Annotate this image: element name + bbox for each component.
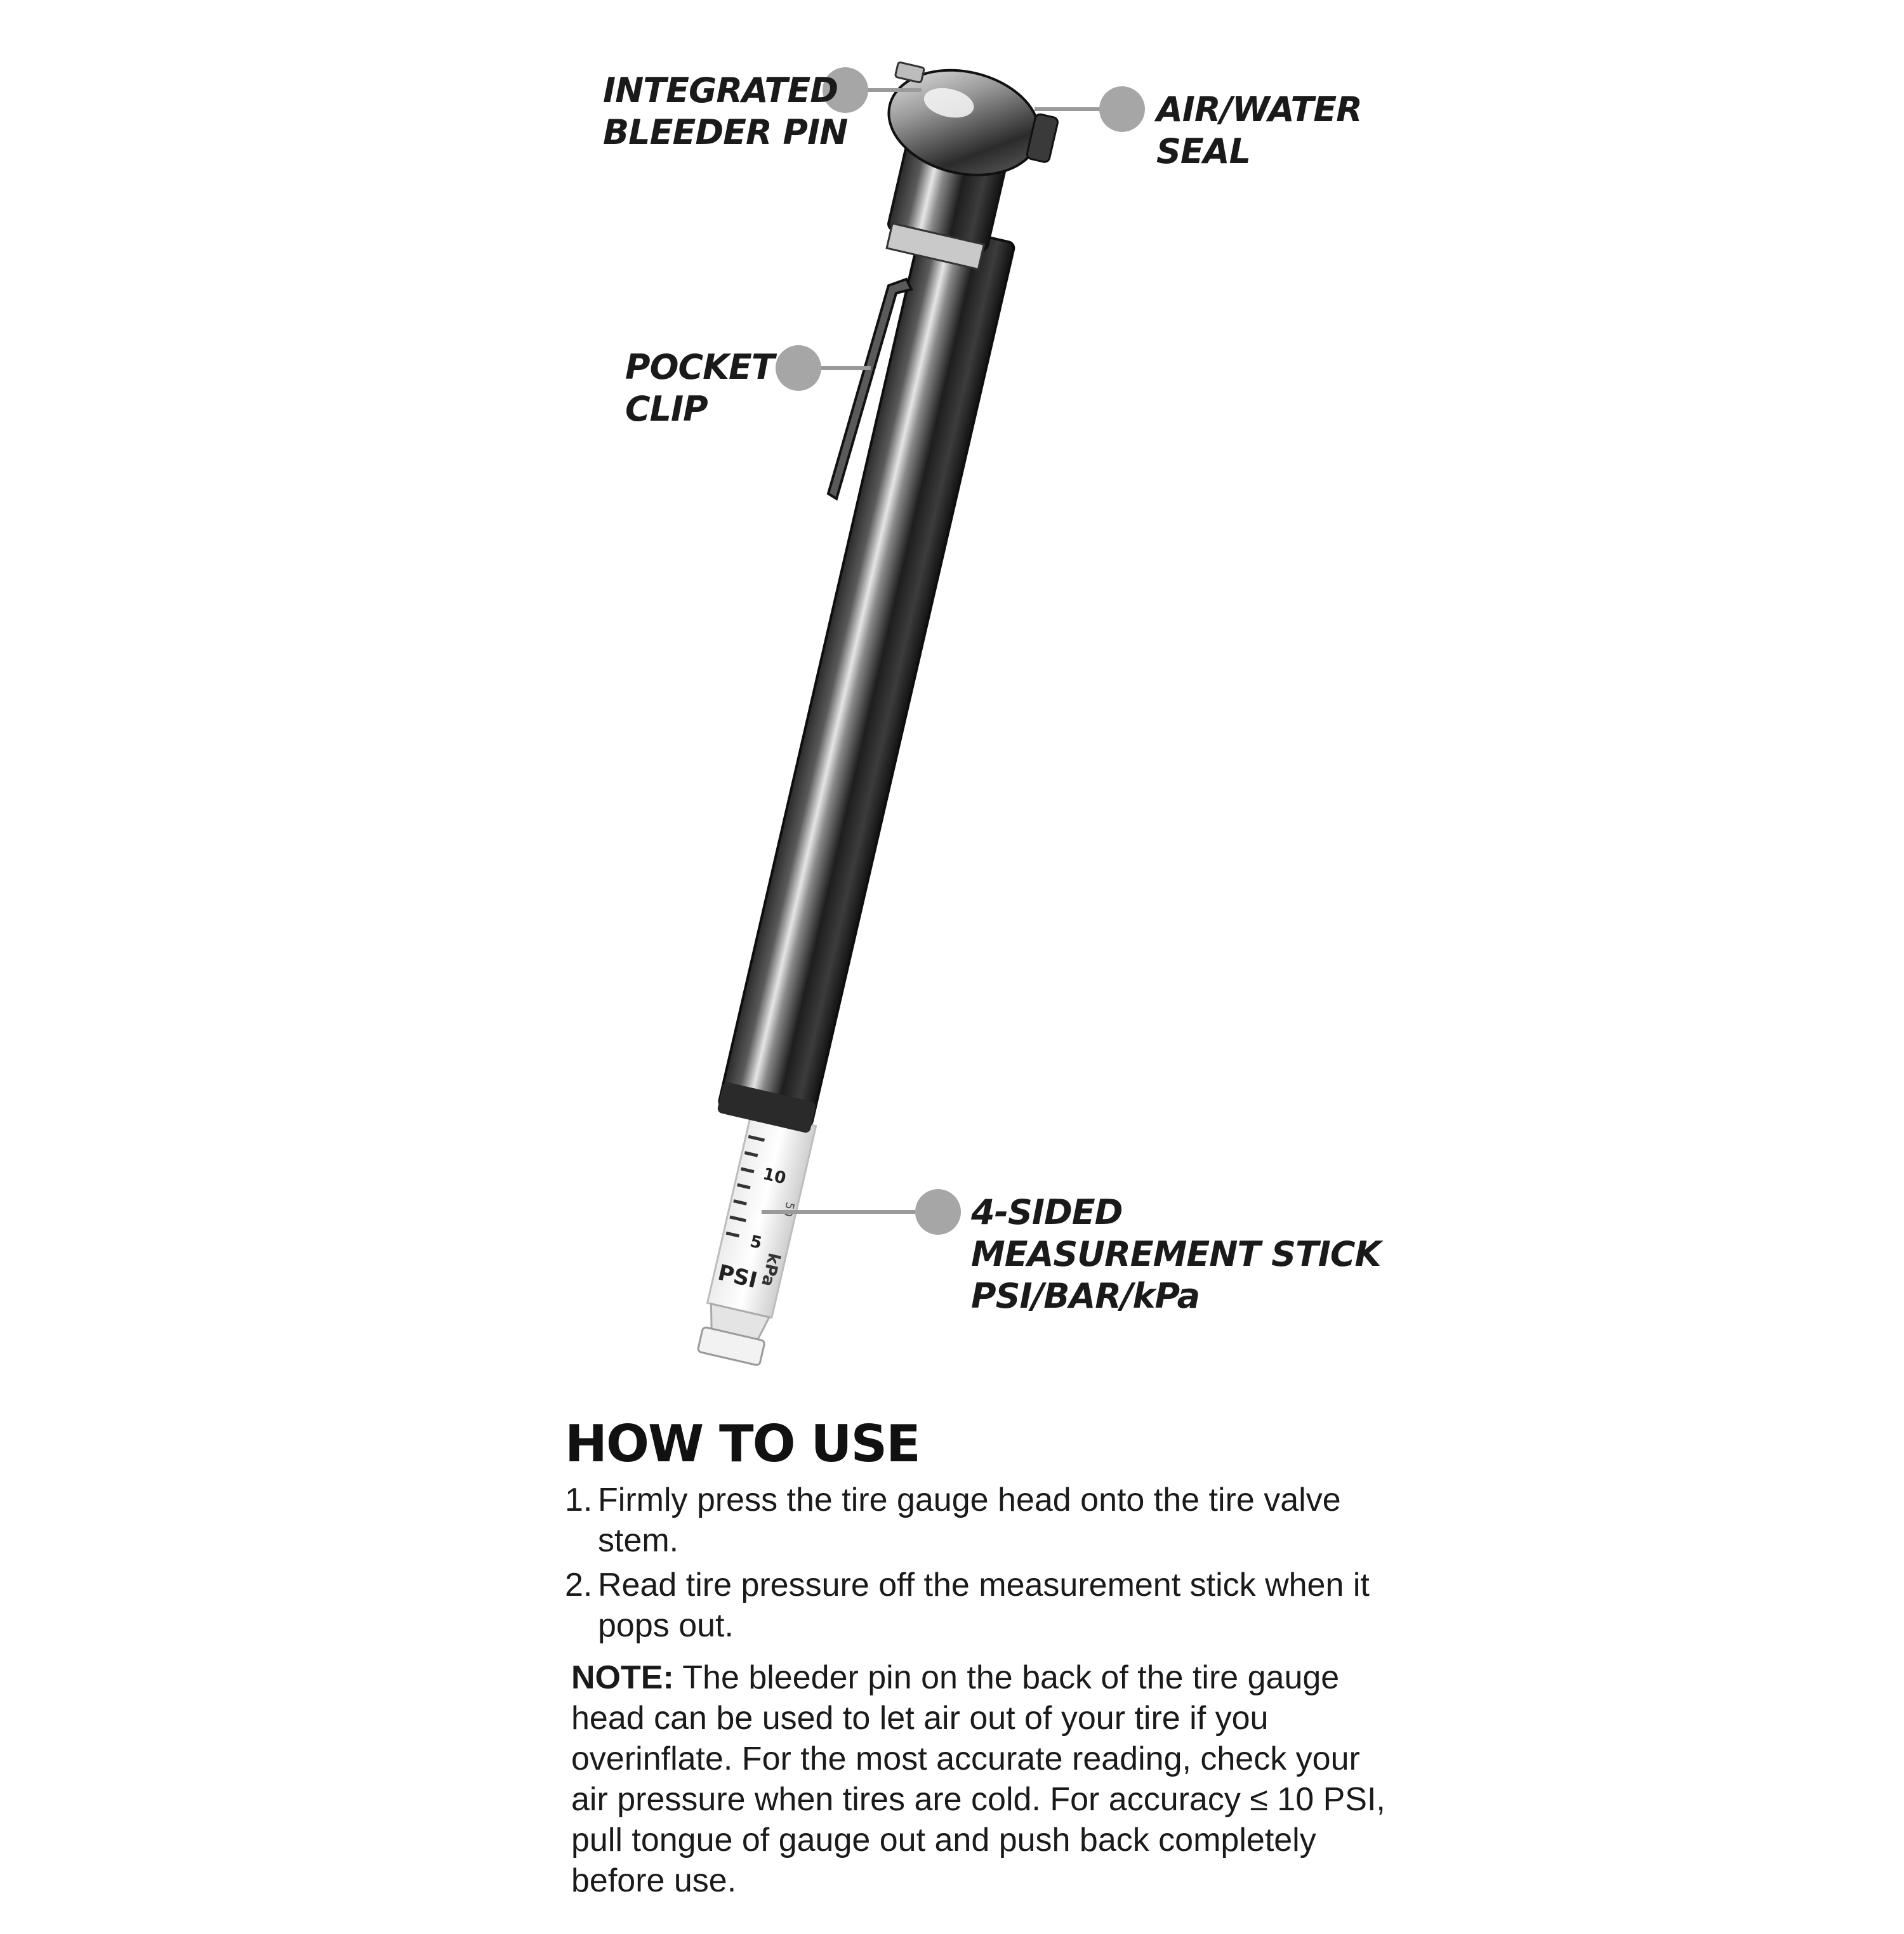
note-label: NOTE:: [571, 1659, 674, 1696]
dot-air-water-seal: [1099, 86, 1145, 132]
dot-pocket-clip: [776, 345, 821, 391]
stick-label-kpa: kPa: [757, 1251, 784, 1289]
callout-bleeder-pin-line1: INTEGRATED: [603, 70, 838, 110]
step-text: Firmly press the tire gauge head onto the tire valve stem.: [598, 1482, 1341, 1559]
step-number: 2.: [565, 1567, 593, 1603]
callout-air-water-seal-line1: AIR/WATER: [1156, 89, 1362, 129]
callout-pocket-clip: [625, 346, 774, 430]
how-to-use-section: [565, 1415, 1390, 1934]
callout-bleeder-pin: [603, 70, 847, 154]
step-text: Read tire pressure off the measurement stick when it pops out.: [598, 1567, 1370, 1644]
dot-measurement-stick: [915, 1189, 961, 1235]
callout-pocket-clip-line2: CLIP: [625, 389, 708, 429]
callout-measurement-stick: [971, 1192, 1380, 1317]
callout-bleeder-pin-line2: BLEEDER PIN: [603, 112, 848, 152]
how-to-use-heading: HOW TO USE: [565, 1414, 920, 1473]
callout-air-water-seal-line2: SEAL: [1156, 131, 1250, 171]
step-item: [565, 1480, 1390, 1561]
callout-measurement-stick-line3: PSI/BAR/kPa: [971, 1276, 1200, 1316]
callout-measurement-stick-line1: 4-SIDED: [971, 1192, 1123, 1232]
step-number: 1.: [565, 1482, 593, 1518]
stick-label-psi: PSI: [715, 1260, 760, 1294]
callout-air-water-seal: [1156, 89, 1362, 173]
note-paragraph: [565, 1657, 1390, 1901]
measurement-stick: [696, 1111, 816, 1365]
note-text: The bleeder pin on the back of the tire gauge head can be used to let air out of your tire if you overinflate. For the most accurate reading, check your air pressure when tires are cold. For accuracy ≤ 10 PSI, pull tongue of gauge out and push back completely before use.: [571, 1659, 1385, 1899]
callout-measurement-stick-line2: MEASUREMENT STICK: [971, 1234, 1381, 1274]
callout-pocket-clip-line1: POCKET: [625, 347, 774, 387]
stick-label-50: 50: [780, 1201, 797, 1218]
stick-label-10: 10: [761, 1164, 788, 1188]
step-item: [565, 1565, 1390, 1646]
stick-label-5: 5: [748, 1232, 764, 1253]
